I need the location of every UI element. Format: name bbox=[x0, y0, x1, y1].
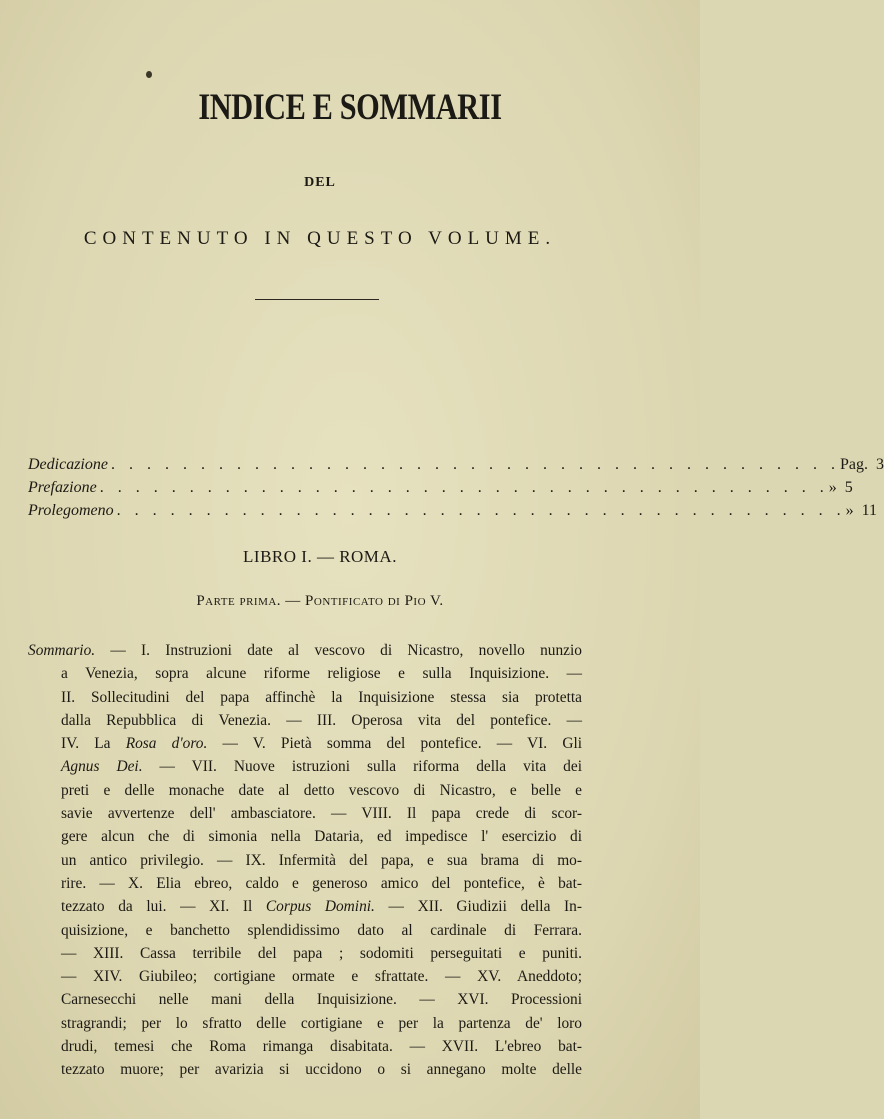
summary-label: Sommario. bbox=[28, 642, 96, 659]
summary-line: tezzato muore; per avarizia si uccidono o si annegano molte delle bbox=[61, 1061, 582, 1079]
toc-entry-pag: » bbox=[845, 502, 854, 519]
ink-spot bbox=[146, 71, 152, 78]
part-heading: Parte prima. — Pontificato di Pio V. bbox=[196, 593, 444, 609]
summary-text: — I. Instruzioni date al vescovo di Nicastro, novello nunzio bbox=[95, 642, 582, 659]
toc-entry-pag: » bbox=[828, 479, 837, 496]
toc-leader-dots: . . . . . . . . . . . . . . . . . . . . . . . . . . . . . . . . . . . . . . . . . bbox=[99, 479, 829, 496]
summary-text: IV. La bbox=[61, 735, 126, 753]
summary-line: gere alcun che di simonia nella Dataria, ed impedisce l' esercizio di bbox=[61, 828, 582, 846]
summary-line bbox=[28, 755, 582, 778]
toc-entry-label: Prolegomeno bbox=[28, 502, 114, 519]
summary-text: — XII. Giudizii della In- bbox=[374, 898, 582, 916]
summary-line bbox=[28, 732, 582, 755]
toc-entry-label: Dedicazione bbox=[28, 456, 108, 473]
book-heading: LIBRO I. — ROMA. bbox=[243, 547, 397, 566]
title-connector: DEL bbox=[304, 175, 336, 190]
summary-italic-text: Rosa d'oro. bbox=[125, 735, 208, 753]
toc-entry-label: Prefazione bbox=[28, 479, 97, 496]
summary-line: — XIII. Cassa terribile del papa ; sodomiti perseguitati e puniti. bbox=[61, 944, 582, 962]
toc-entry bbox=[28, 476, 853, 499]
summary-line: un antico privilegio. — IX. Infermità del papa, e sua brama di mo- bbox=[61, 851, 582, 869]
summary-paragraph bbox=[28, 639, 582, 1082]
toc-entry-pag: Pag. bbox=[839, 456, 868, 473]
summary-line: rire. — X. Elia ebreo, caldo e generoso amico del pontefice, è bat- bbox=[61, 874, 582, 892]
summary-line: a Venezia, sopra alcune riforme religiose e sulla Inquisizione. — bbox=[61, 665, 582, 683]
summary-line: preti e delle monache date al detto vescovo di Nicastro, e belle e bbox=[61, 781, 582, 799]
toc-leader-dots: . . . . . . . . . . . . . . . . . . . . . . . . . . . . . . . . . . . . . . . . . bbox=[110, 456, 840, 473]
summary-italic-text: Agnus Dei. bbox=[61, 758, 143, 776]
summary-text: — VII. Nuove istruzioni sulla riforma della vita dei bbox=[142, 758, 582, 776]
summary-line: dalla Repubblica di Venezia. — III. Operosa vita del pontefice. — bbox=[61, 711, 582, 729]
divider-rule bbox=[255, 299, 379, 300]
toc-entry bbox=[28, 499, 878, 522]
page-subtitle: CONTENUTO IN QUESTO VOLUME. bbox=[83, 228, 557, 249]
toc-entry-page-number: 3 bbox=[875, 456, 884, 473]
toc-entry bbox=[28, 453, 884, 476]
page-title: INDICE E SOMMARII bbox=[198, 87, 502, 128]
summary-line bbox=[28, 639, 582, 662]
summary-line: quisizione, e banchetto splendidissimo dato al cardinale di Ferrara. bbox=[61, 921, 582, 939]
summary-text: tezzato da lui. — XI. Il bbox=[61, 898, 266, 916]
summary-line: savie avvertenze dell' ambasciatore. — VIII. Il papa crede di scor- bbox=[61, 805, 582, 823]
summary-line: drudi, temesi che Roma rimanga disabitata. — XVII. L'ebreo bat- bbox=[61, 1038, 582, 1056]
toc-leader-dots: . . . . . . . . . . . . . . . . . . . . . . . . . . . . . . . . . . . . . . . . . bbox=[116, 502, 846, 519]
summary-line: Carnesecchi nelle mani della Inquisizione. — XVI. Processioni bbox=[61, 991, 582, 1009]
toc-entry-page-number: 11 bbox=[861, 502, 878, 519]
table-of-contents bbox=[28, 453, 884, 522]
summary-line: II. Sollecitudini del papa affinchè la Inquisizione stessa sia protetta bbox=[61, 688, 582, 706]
summary-italic-text: Corpus Domini. bbox=[265, 898, 375, 916]
summary-line: stragrandi; per lo sfratto delle cortigiane e per la partenza de' loro bbox=[61, 1014, 582, 1032]
toc-entry-page-number: 5 bbox=[844, 479, 853, 496]
summary-line: — XIV. Giubileo; cortigiane ormate e sfrattate. — XV. Aneddoto; bbox=[61, 968, 582, 986]
summary-text: — V. Pietà somma del pontefice. — VI. Gli bbox=[207, 735, 583, 753]
summary-line bbox=[28, 895, 582, 918]
